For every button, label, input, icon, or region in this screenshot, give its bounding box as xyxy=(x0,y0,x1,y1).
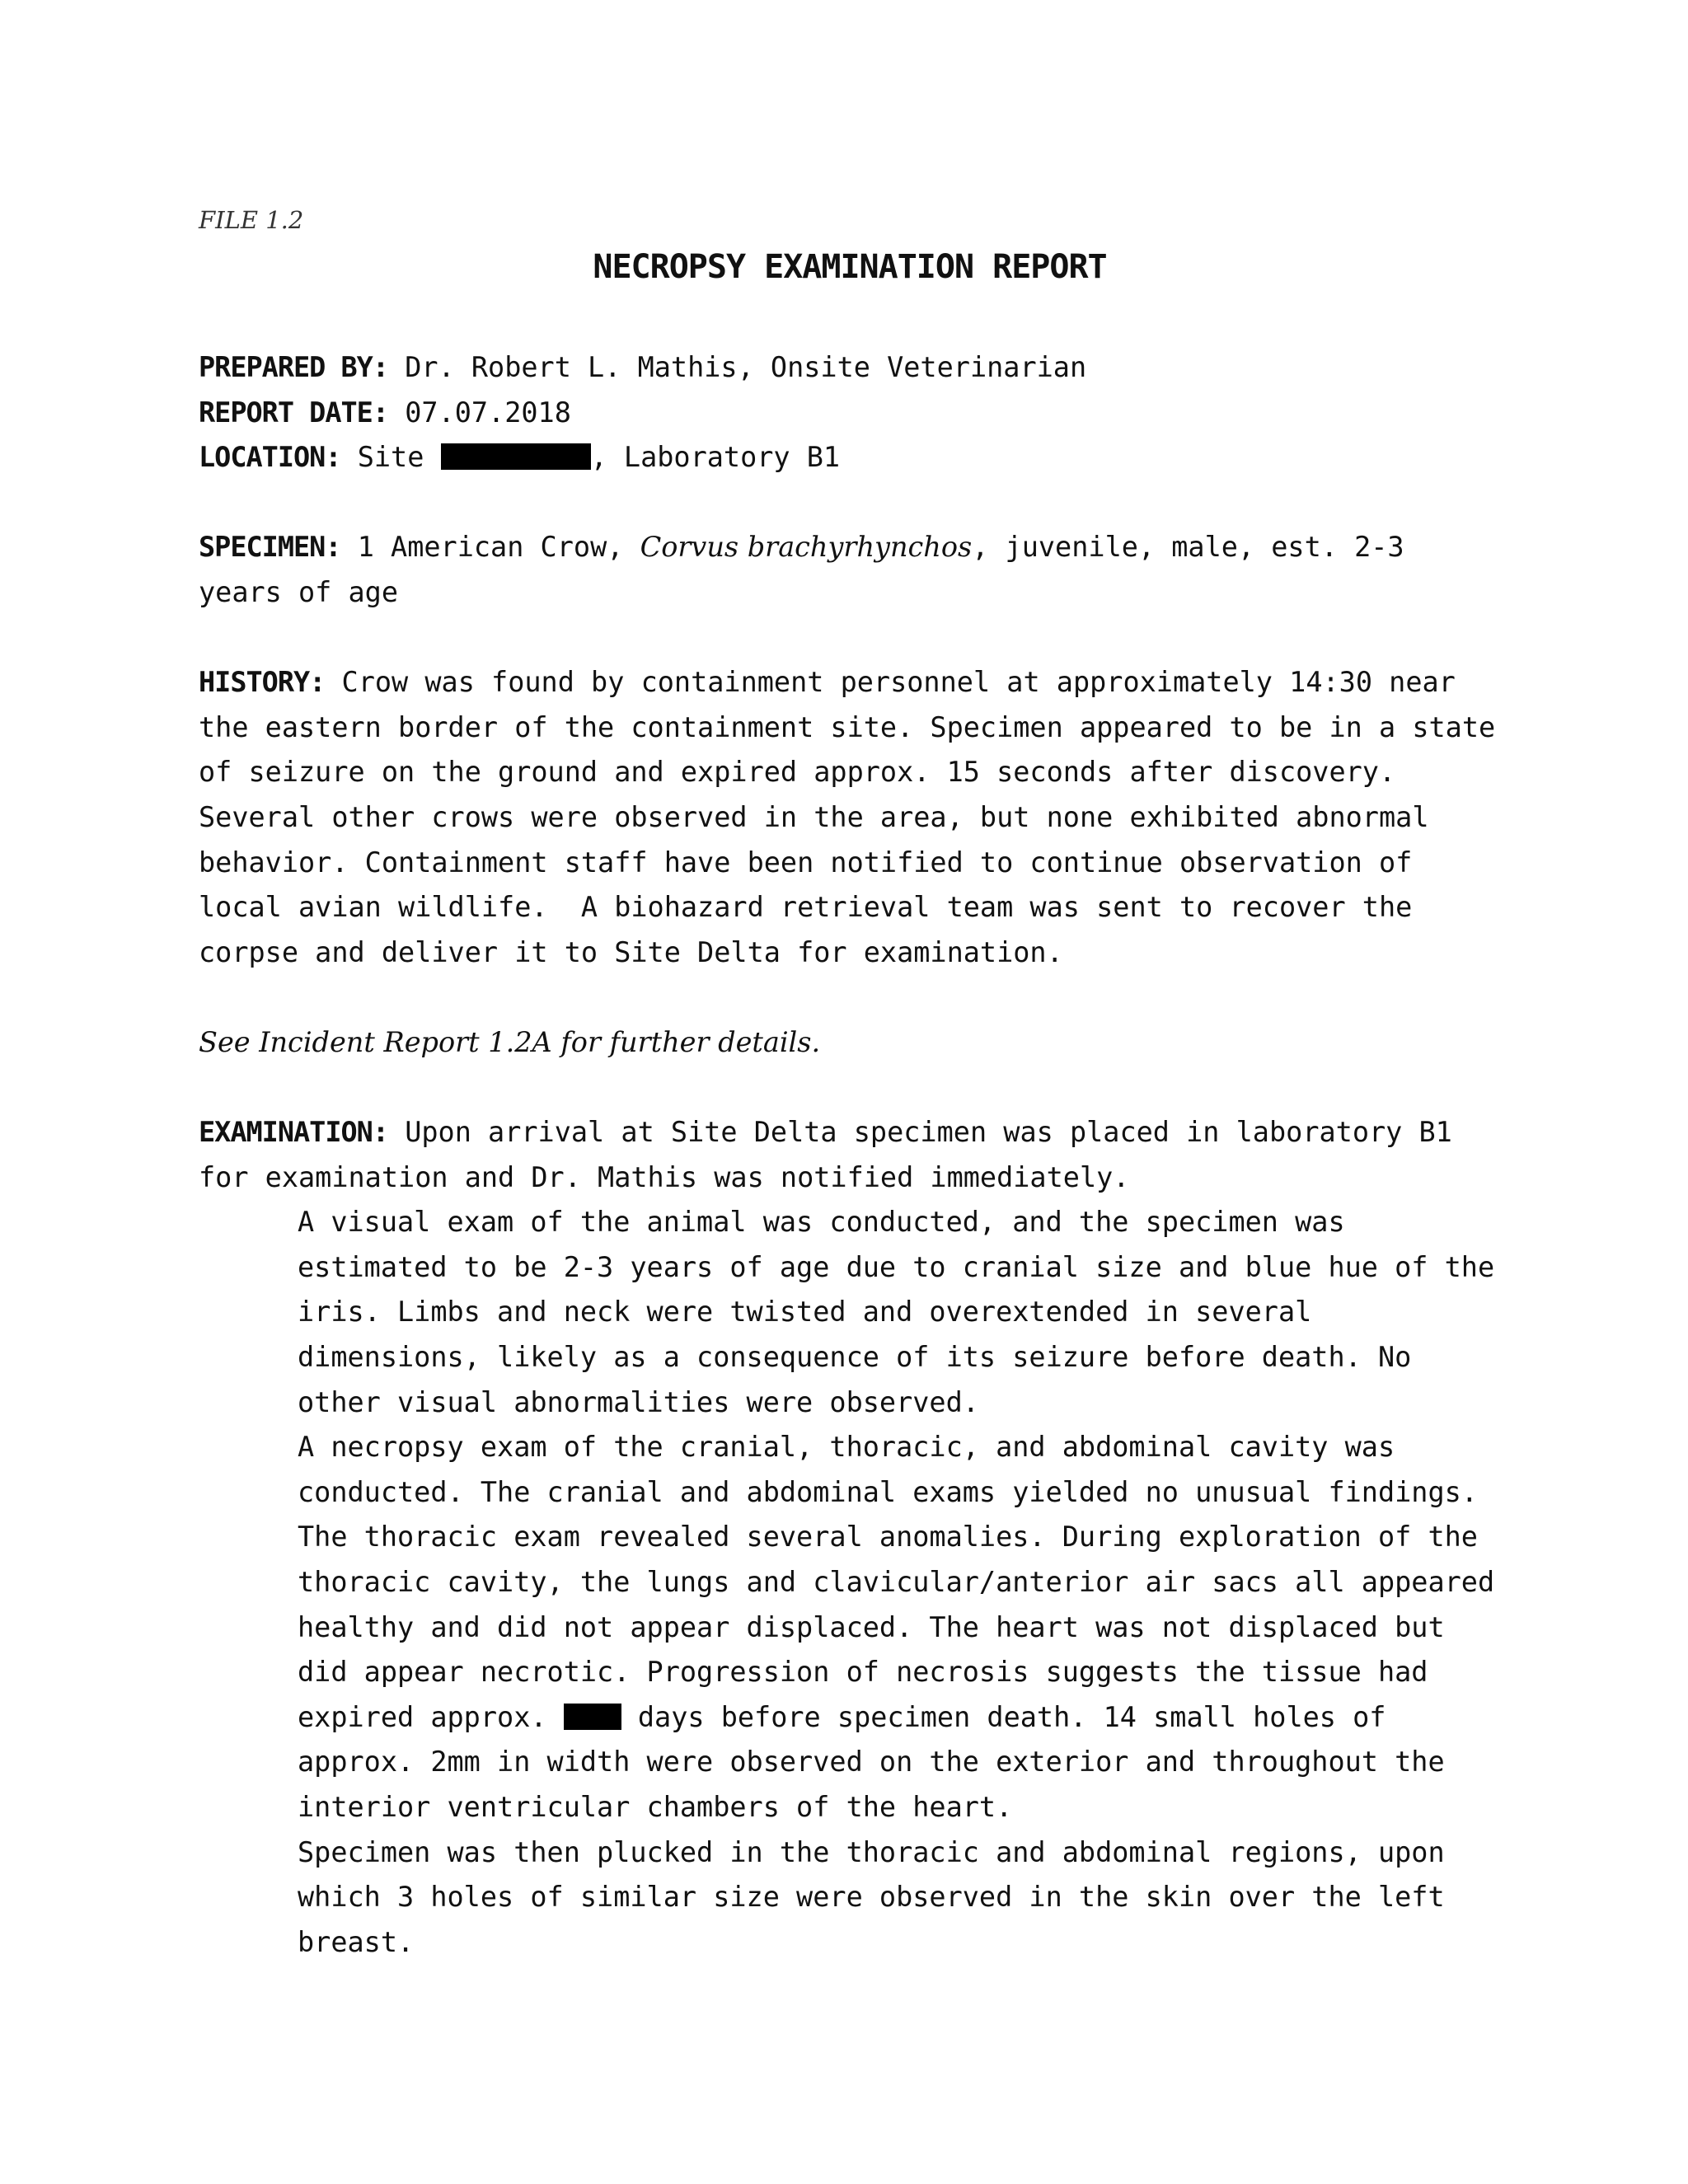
redaction-bar xyxy=(441,443,591,470)
prepared-by-value: Dr. Robert L. Mathis, Onsite Veterinarian xyxy=(405,351,1087,383)
specimen-label: SPECIMEN: xyxy=(199,531,341,564)
incident-note: See Incident Report 1.2A for further details. xyxy=(199,1025,821,1058)
location-suffix: , Laboratory B1 xyxy=(590,441,841,474)
examination-paragraph-2: A necropsy exam of the cranial, thoracic, and abdominal cavity was conducted. The cranial and abdominal exams yielded no unusual findings. xyxy=(298,1431,1478,1508)
location-line xyxy=(199,435,1501,480)
history-paragraph xyxy=(199,660,1512,975)
examination-paragraph-3-after: days before specimen death. 14 small holes of approx. 2mm in width were observed on the exterior and throughout the interior ventricular chambers of the heart. xyxy=(298,1700,1461,1823)
report-content xyxy=(199,202,1512,1965)
report-meta xyxy=(199,345,1512,1965)
examination-paragraph-3-before: The thoracic exam revealed several anomalies. During exploration of the thoracic cavity, the lungs and clavicular/anterior air sacs all appeared healthy and did not appear displaced. The heart was not displaced but did appear necrotic. Progression of necrosis suggests the tissue had expired approx. xyxy=(298,1521,1512,1733)
report-date-value: 07.07.2018 xyxy=(405,396,571,429)
examination-intro xyxy=(199,1110,1501,1200)
examination-intro-text: Upon arrival at Site Delta specimen was placed in laboratory B1 for examination and Dr. Mathis was notified immediately. xyxy=(199,1116,1470,1193)
file-label: FILE 1.2 xyxy=(199,206,304,234)
location-prefix: Site xyxy=(357,441,424,474)
report-date-line xyxy=(199,391,1501,436)
report-title: NECROPSY EXAMINATION REPORT xyxy=(593,248,1107,286)
history-label: HISTORY: xyxy=(199,666,326,699)
specimen-line xyxy=(199,525,1501,615)
history-text: Crow was found by containment personnel at approximately 14:30 near the eastern border of the containment site. Specimen appeared to be in a state of seizure on the ground and expired approx. 15 seconds after discovery. Several other crows were observed in the area, but none exhibited abnormal behavior. Containment staff have been notified to continue observation of local avian wildlife. A biohazard retrieval team was sent to recover the corpse and deliver it to Site Delta for examination. xyxy=(199,666,1512,968)
report-date-label: REPORT DATE: xyxy=(199,396,389,429)
specimen-species: Corvus brachyrhynchos xyxy=(640,531,973,564)
prepared-by-label: PREPARED BY: xyxy=(199,351,389,383)
location-label: LOCATION: xyxy=(199,441,341,474)
specimen-text-after: , juvenile, male, est. 2-3 years of age xyxy=(199,531,1421,608)
redaction-bar xyxy=(564,1704,621,1730)
examination-paragraph-1: A visual exam of the animal was conducted, and the specimen was estimated to be 2-3 years of age due to cranial size and blue hue of the iris. Limbs and neck were twisted and overextended in several dimensions, likely as a consequence of its seizure before death. No other visual abnormalities were observed. xyxy=(298,1206,1512,1418)
specimen-text-before: 1 American Crow, xyxy=(357,531,624,564)
examination-paragraph-3 xyxy=(199,1515,1512,1830)
examination-section xyxy=(199,1110,1512,1965)
examination-label: EXAMINATION: xyxy=(199,1116,389,1149)
prepared-by-line xyxy=(199,345,1501,391)
examination-paragraph-4: Specimen was then plucked in the thoracic and abdominal regions, upon which 3 holes of similar size were observed in the skin over the left breast. xyxy=(298,1835,1461,1958)
